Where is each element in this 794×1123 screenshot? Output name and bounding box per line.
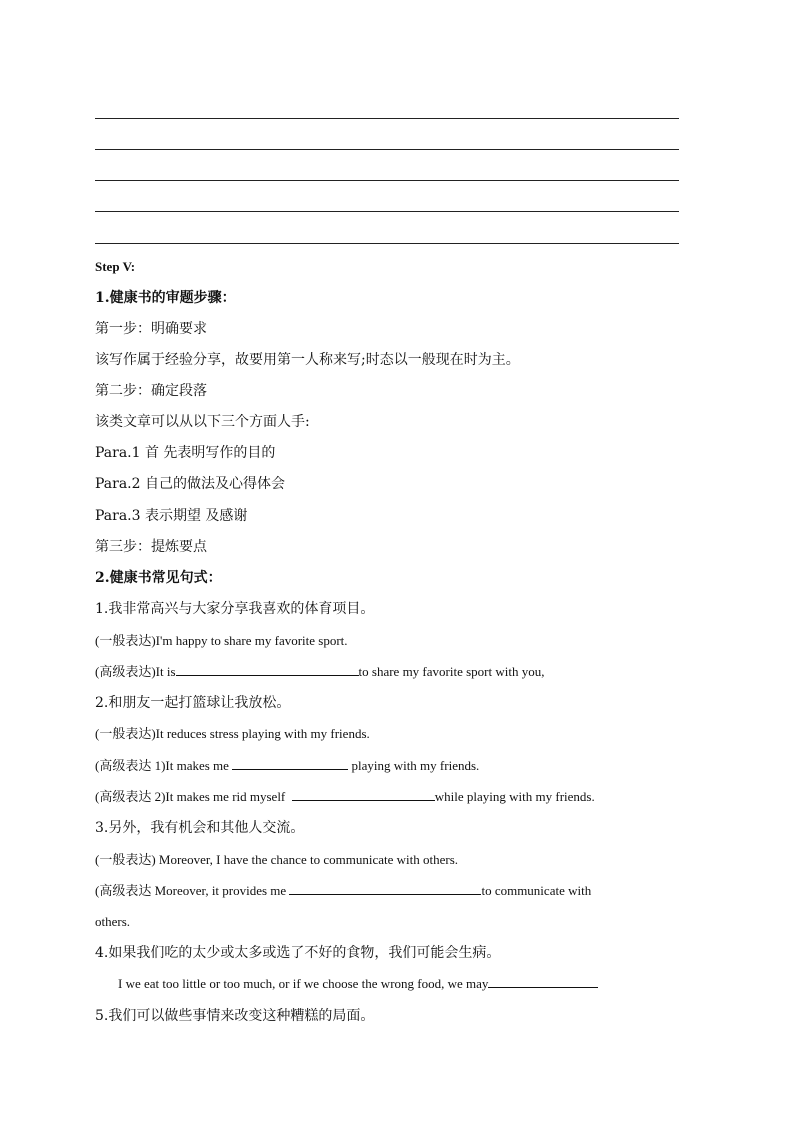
item4-prompt: 4.如果我们吃的太少或太多或选了不好的食物，我们可能会生病。 <box>95 945 501 961</box>
step1-text: 该写作属于经验分享，故要用第一人称来写;时态以一般现在时为主。 <box>95 352 520 368</box>
item2-advanced2 <box>95 787 595 807</box>
item3-blank[interactable] <box>289 882 481 895</box>
item1-advanced <box>95 662 544 682</box>
item2-advanced1-lead: (高级表达 1)It makes me <box>95 758 229 773</box>
item2-advanced1 <box>95 756 479 776</box>
item2-advanced2-lead: (高级表达 2)It makes me rid myself <box>95 789 286 804</box>
para3-text: Para.3 表示期望 及感谢 <box>95 508 248 524</box>
section2-heading: 2.健康书常见句式： <box>95 570 222 586</box>
item2-advanced2-tail: while playing with my friends. <box>434 789 595 804</box>
step1-label: 第一步：明确要求 <box>95 321 207 337</box>
para1-text: Para.1 首 先表明写作的目的 <box>95 445 276 461</box>
item1-blank[interactable] <box>176 663 359 676</box>
step-heading: Step V: <box>95 259 136 274</box>
writing-line <box>95 243 679 244</box>
item4-english <box>118 974 598 994</box>
item2-general: (一般表达)It reduces stress playing with my friends. <box>95 726 370 741</box>
writing-line <box>95 211 679 212</box>
item3-advanced-tail: to communicate with <box>481 883 592 898</box>
item2-blank2[interactable] <box>292 788 435 801</box>
para2-text: Para.2 自己的做法及心得体会 <box>95 476 285 492</box>
writing-line <box>95 118 679 119</box>
item1-prompt: 1.我非常高兴与大家分享我喜欢的体育项目。 <box>95 601 375 617</box>
item2-prompt: 2.和朋友一起打篮球让我放松。 <box>95 695 291 711</box>
item5-prompt: 5.我们可以做些事情来改变这种糟糕的局面。 <box>95 1008 375 1024</box>
item1-general: (一般表达)I'm happy to share my favorite sport. <box>95 633 348 648</box>
item1-advanced-tail: to share my favorite sport with you, <box>358 664 545 679</box>
item3-advanced <box>95 881 591 901</box>
item4-english-lead: I we eat too little or too much, or if we choose the wrong food, we may <box>118 976 489 991</box>
writing-line <box>95 149 679 150</box>
step3-label: 第三步：提炼要点 <box>95 539 207 555</box>
step2-label: 第二步：确定段落 <box>95 383 207 399</box>
item4-blank[interactable] <box>488 975 598 988</box>
step2-text: 该类文章可以从以下三个方面人手: <box>95 414 310 430</box>
item2-advanced1-tail: playing with my friends. <box>351 758 480 773</box>
item3-advanced-continued: others. <box>95 914 131 929</box>
writing-line <box>95 180 679 181</box>
item3-prompt: 3.另外，我有机会和其他人交流。 <box>95 820 305 836</box>
item3-general: (一般表达) Moreover, I have the chance to communicate with others. <box>95 852 458 867</box>
item3-advanced-lead: (高级表达 Moreover, it provides me <box>95 883 287 898</box>
item1-advanced-lead: (高级表达)It is <box>95 664 176 679</box>
item2-blank1[interactable] <box>232 757 348 770</box>
section1-heading: 1.健康书的审题步骤： <box>95 290 236 306</box>
